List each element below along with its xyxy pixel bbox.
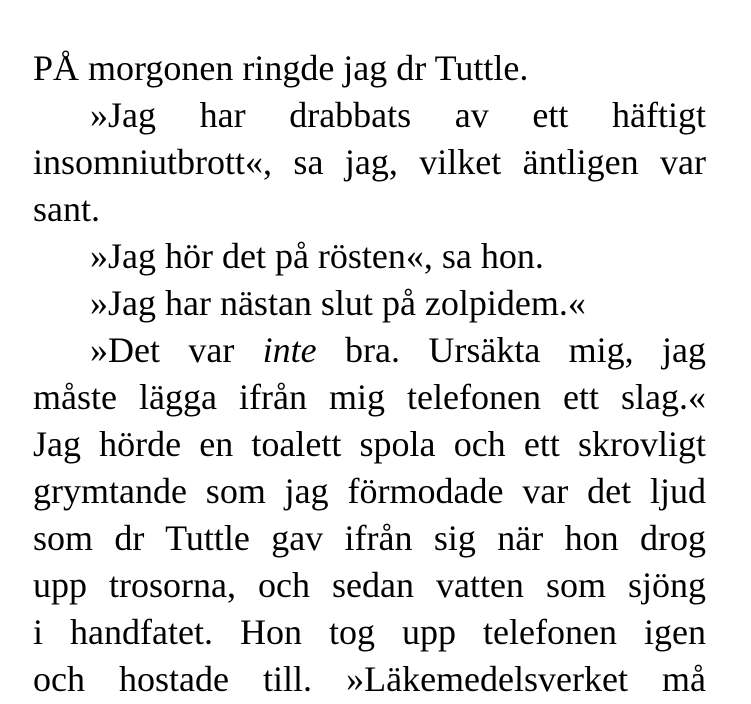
paragraph <box>33 233 706 280</box>
text-line <box>33 562 706 609</box>
text-line <box>33 327 706 374</box>
paragraph <box>33 327 706 703</box>
text-segment: insomniutbrott«, sa jag, vilket äntligen var <box>33 142 706 182</box>
text-line <box>33 139 706 186</box>
text-line <box>33 45 706 92</box>
text-segment: »Jag har nästan slut på zolpidem.« <box>90 283 586 323</box>
text-segment: bra. Ursäkta mig, jag <box>316 330 706 370</box>
paragraph <box>33 45 706 92</box>
text-segment: upp trosorna, och sedan vatten som sjöng <box>33 565 706 605</box>
paragraph <box>33 92 706 233</box>
paragraph <box>33 280 706 327</box>
text-line <box>33 421 706 468</box>
text-line <box>33 233 706 280</box>
text-line <box>33 656 706 703</box>
text-segment: och hostade till. »Läkemedelsverket må <box>33 659 706 699</box>
text-line <box>33 468 706 515</box>
text-segment: PÅ morgonen ringde jag dr Tuttle. <box>33 48 529 88</box>
text-segment: i handfatet. Hon tog upp telefonen igen <box>33 612 706 652</box>
text-block <box>33 45 706 703</box>
text-segment: sant. <box>33 189 100 229</box>
text-line <box>33 609 706 656</box>
text-line <box>33 186 706 233</box>
text-segment: måste lägga ifrån mig telefonen ett slag.« <box>33 377 706 417</box>
text-line <box>33 92 706 139</box>
text-segment: som dr Tuttle gav ifrån sig när hon drog <box>33 518 706 558</box>
text-line <box>33 280 706 327</box>
text-segment: Jag hörde en toalett spola och ett skrovligt <box>33 424 706 464</box>
text-segment: »Det var <box>90 330 263 370</box>
italic-text: inte <box>262 330 317 370</box>
text-segment: grymtande som jag förmodade var det ljud <box>33 471 706 511</box>
text-segment: »Jag hör det på rösten«, sa hon. <box>90 236 544 276</box>
text-segment: »Jag har drabbats av ett häftigt <box>90 95 706 135</box>
text-line <box>33 515 706 562</box>
text-line <box>33 374 706 421</box>
